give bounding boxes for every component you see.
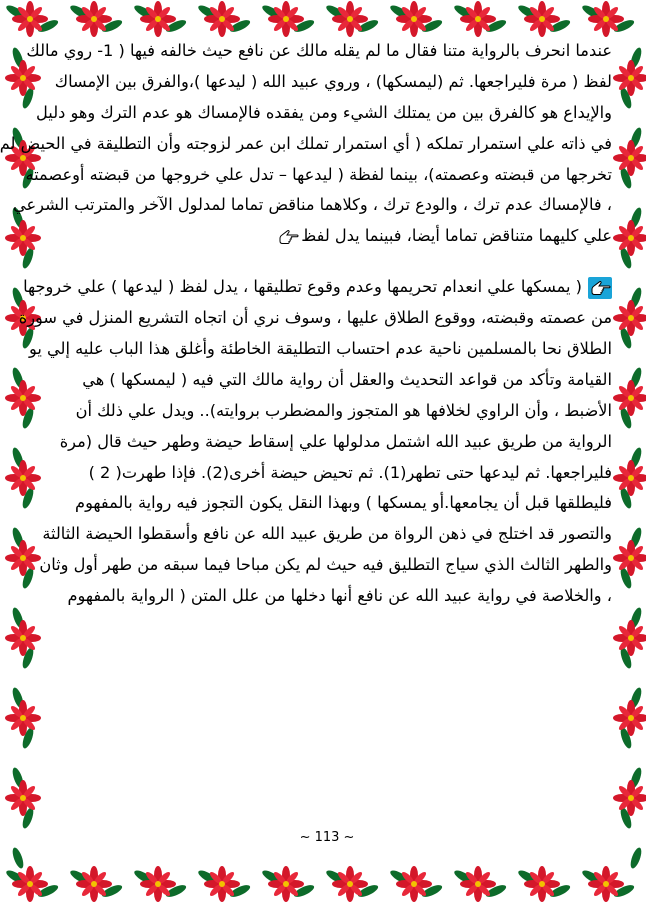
- text-line: والطهر الثالث الذي سياج التطليق فيه حيث لم يكن مباحا فيما سبقه من طهر أول وثان: [39, 555, 612, 575]
- text-line: ، فالإمساك عدم ترك ، والودع ترك ، وكلاهما مناقض تماما لمدلول الآخر والمترتب الشرعي: [13, 195, 612, 215]
- page-number: ~ 113 ~: [299, 830, 355, 845]
- text-line: فليراجعها. ثم ليدعها حتى تطهر(1). ثم تحيض حيضة أخرى(2). فإذا طهرت( 2 ): [88, 462, 612, 482]
- text-line-with-icon: [23, 272, 616, 303]
- paragraph-2: [18, 272, 616, 612]
- text-line: في ذاته علي استمرار تملكه ( أي استمرار تملك ابن عمر لزوجته وأن التطليقة في الحيض لم: [0, 133, 612, 153]
- text-line: ( يمسكها علي انعدام تحريمها وعدم وقوع تطليقها ، يدل لفظ ( ليدعها ) علي خروجها: [23, 277, 582, 297]
- text-line: عندما انحرف بالرواية متنا فقال ما لم يقله مالك عن نافع حيث خالفه فيها ( 1- روي مالك: [26, 41, 612, 60]
- text-line: ، والخلاصة في رواية عبيد الله عن نافع أنها دخلها من علل المتن ( الرواية بالمفهوم: [67, 586, 612, 606]
- text-line: الرواية من طريق عبيد الله اشتمل مدلولها علي إسقاط حيضة وطهر حيث قال (مرة: [59, 431, 612, 451]
- decorative-border-top: [8, 0, 646, 38]
- text-line: والتصور قد اختلج في ذهن الرواة من طريق عبيد الله عن نافع وأسقطوا الحيضة الثالثة: [42, 524, 612, 544]
- text-line: فليطلقها قبل أن يجامعها.أو يمسكها ) وبهذا النقل يكون التجوز فيه رواية بالمفهوم: [75, 493, 612, 513]
- document-body: [0, 36, 616, 826]
- text-line: من عصمته وقبضته، ووقوع الطلاق عليها ، وسوف نري أن اتجاه التشريع المنزل في سورة: [18, 308, 612, 328]
- text-line: علي كليهما متناقض تماما أيضا، فبينما يدل لفظ: [301, 226, 612, 246]
- decorative-border-right: [616, 38, 646, 865]
- pointing-hand-icon: [278, 229, 298, 245]
- text-line: القيامة وتأكد من قواعد التحديث والعقل أن رواية مالك التي فيه ( ليمسكها ) هي: [82, 369, 612, 389]
- text-line: الطلاق نحا بالمسلمين ناحية عدم احتساب التطليقة الخاطئة وأغلق هذا الباب عليه إلي يو: [29, 339, 612, 359]
- pointing-hand-box-icon: [588, 277, 612, 299]
- text-line: والإيداع هو كالفرق بين من يمتلك الشيء ومن يفقده فالإمساك هو عدم الترك وهو دليل: [36, 102, 612, 122]
- paragraph-gap: [38, 252, 616, 272]
- paragraph-1: [0, 36, 616, 252]
- decorative-border-bottom: [8, 865, 646, 903]
- text-line: الأضبط ، وأن الراوي لخلافها هو المتجوز والمضطرب بروايته).. ويدل علي ذلك أن: [75, 400, 612, 420]
- text-line: لفظ ( مرة فليراجعها. ثم (ليمسكها) ، وروي عبيد الله ( ليدعها )،والفرق بين الإمساك: [54, 71, 612, 91]
- text-line: تخرجها من قبضته وعصمته)، بينما لفظة ( ليدعها – تدل علي خروجها من قبضته أوعصمته: [25, 164, 612, 184]
- text-line-with-icon: [38, 221, 616, 252]
